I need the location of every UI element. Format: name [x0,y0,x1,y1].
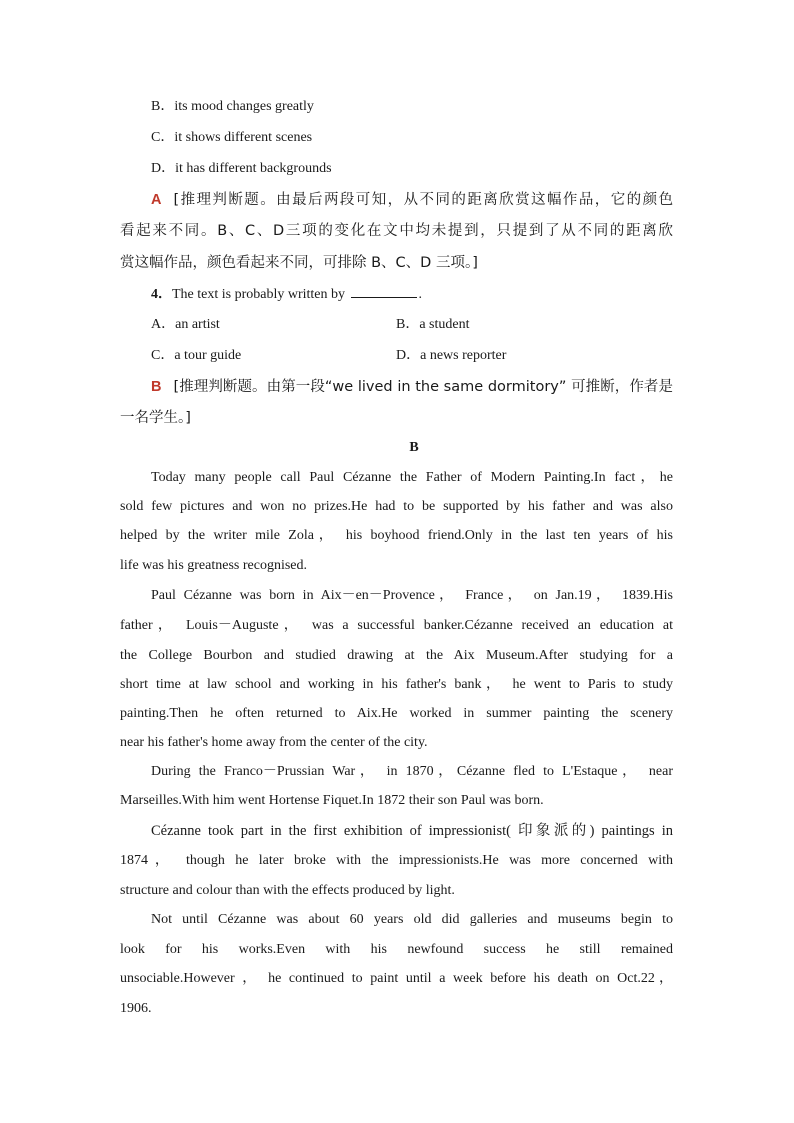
q3-explanation-line-3: 赏这幅作品，颜色看起来不同，可排除 B、C、D 三项。] [120,255,478,271]
q3-answer-letter: A [151,192,162,208]
q4-stem: 4．The text is probably written by . [151,287,423,302]
p4-line-1: Cézanne took part in the first exhibition of impressionist( 印象派的) paintings in [151,823,673,839]
q4-explanation-line-2: 一名学生。] [120,410,191,426]
p4-line-2: 1874， though he later broke with the impressionists.He was more concerned with [120,853,673,868]
q4-answer-letter: B [151,379,162,395]
q4-option-d: D．a news reporter [396,348,507,363]
p3-line-2: Marseilles.With him went Hortense Fiquet.In 1872 their son Paul was born. [120,793,544,808]
p5-line-3: unsociable.However ， he continued to paint until a week before his death on Oct.22， [120,971,673,986]
p2-line-5: painting.Then he often returned to Aix.He worked in summer painting the scenery [120,706,673,721]
p1-line-3: helped by the writer mile Zola， his boyhood friend.Only in the last ten years of his [120,528,673,543]
p5-line-1: Not until Cézanne was about 60 years old did galleries and museums begin to [151,912,673,927]
p5-line-4: 1906. [120,1001,152,1016]
p4-line-3: structure and colour than with the effects produced by light. [120,883,455,898]
q4-option-c: C．a tour guide [151,348,242,363]
q4-number: 4． [151,287,172,302]
q4-answer-blank [351,285,417,298]
p1-line-4: life was his greatness recognised. [120,558,307,573]
p2-line-1: Paul Cézanne was born in Aix－en－Provence， France， on Jan.19， 1839.His [151,588,673,603]
p2-line-4: short time at law school and working in his father's bank， he went to Paris to study [120,677,673,692]
p2-line-6: near his father's home away from the center of the city. [120,735,428,750]
p3-line-1: During the Franco－Prussian War， in 1870，Cézanne fled to L'Estaque， near [151,764,673,779]
q3-option-d: D．it has different backgrounds [151,161,332,176]
q3-explanation-line-2: 看起来不同。B、C、D三项的变化在文中均未提到，只提到了从不同的距离欣 [120,223,673,239]
q4-option-a: A．an artist [151,317,220,332]
q3-option-b: B．its mood changes greatly [151,99,314,114]
p2-line-3: the College Bourbon and studied drawing at the Aix Museum.After studying for a [120,648,673,663]
q4-option-b: B．a student [396,317,470,332]
q3-option-c: C．it shows different scenes [151,130,313,145]
passage-title: B [409,440,419,455]
q3-explanation-line-1: A [推理判断题。由最后两段可知，从不同的距离欣赏这幅作品，它的颜色 [151,192,673,208]
p5-line-2: look for his works.Even with his newfound success he still remained [120,942,673,957]
p1-line-2: sold few pictures and won no prizes.He had to be supported by his father and was also [120,499,673,514]
p1-line-1: Today many people call Paul Cézanne the Father of Modern Painting.In fact，he [151,470,673,485]
p2-line-2: father， Louis－Auguste， was a successful banker.Cézanne received an education at [120,618,673,633]
q4-explanation-line-1: B [推理判断题。由第一段“we lived in the same dormitory” 可推断，作者是 [151,379,673,395]
